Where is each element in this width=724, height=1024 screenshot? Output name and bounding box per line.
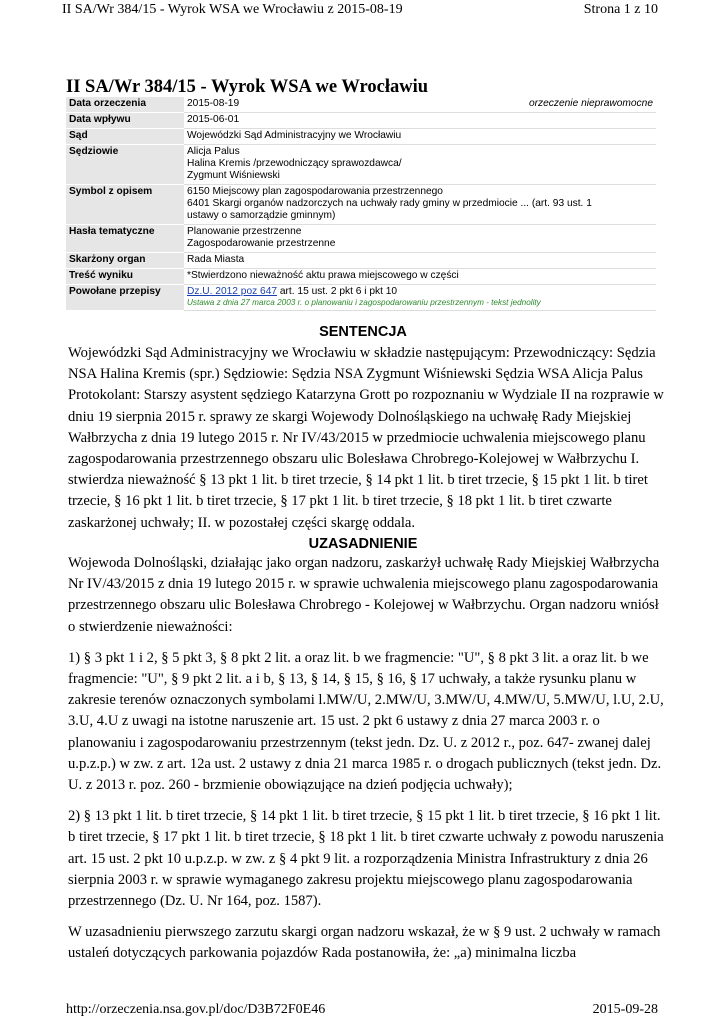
meta-label: Skarżony organ	[66, 253, 184, 269]
meta-label: Treść wyniku	[66, 269, 184, 285]
meta-label: Data wpływu	[66, 113, 184, 129]
meta-value	[184, 285, 656, 311]
provision-articles: art. 15 ust. 2 pkt 6 i pkt 10	[277, 286, 398, 297]
keyword: Zagospodarowanie przestrzenne	[187, 238, 336, 249]
meta-value: Wojewódzki Sąd Administracyjny we Wrocławiu	[184, 129, 656, 145]
uzasadnienie-paragraph-2: 1) § 3 pkt 1 i 2, § 5 pkt 3, § 8 pkt 2 lit. a oraz lit. b we fragmencie: "U", § 8 pkt 3 lit. a oraz lit. b we fragmencie: "U", § 9 pkt 2 lit. a i b, § 13, § 14, § 15, § 16, § 17 uchwały, a także rysunku planu w zakresie terenów oznaczonych symbolami l.MW/U, 2.MW/U, 3.MW/U, 4.MW/U, 5.MW/U, l.U, 2.U, 3.U, 4.U z uwagi na istotne naruszenie art. 15 ust. 2 pkt 6 ustawy z dnia 27 marca 2003 r. o planowaniu i zagospodarowaniu przestrzennym (tekst jedn. Dz. U. z 2012 r., poz. 647- zwanej dalej u.p.z.p.) w zw. z art. 12a ust. 2 ustawy z dnia 21 marca 1985 r. o drogach publicznych (tekst jedn. Dz. U. z 2013 r. poz. 260 - brzmienie obowiązujące na dzień podjęcia uchwały);	[68, 649, 664, 794]
meta-value	[184, 185, 656, 225]
meta-label: Sąd	[66, 129, 184, 145]
judgment-status: orzeczenie nieprawomocne	[528, 98, 653, 109]
footer-url: http://orzeczenia.nsa.gov.pl/doc/D3B72F0E46	[66, 1002, 326, 1017]
meta-value	[184, 225, 656, 253]
meta-row-provisions	[66, 285, 656, 311]
meta-value	[184, 145, 656, 185]
meta-label: Symbol z opisem	[66, 185, 184, 225]
metadata-table	[66, 97, 656, 311]
meta-value	[184, 97, 656, 113]
keyword: Planowanie przestrzenne	[187, 226, 302, 237]
meta-value: 2015-06-01	[184, 113, 656, 129]
judgment-date: 2015-08-19	[187, 98, 240, 109]
meta-row-result	[66, 269, 656, 285]
meta-row-keywords	[66, 225, 656, 253]
document-title: II SA/Wr 384/15 - Wyrok WSA we Wrocławiu	[66, 77, 429, 97]
sentencja-heading: SENTENCJA	[319, 324, 407, 340]
provision-note: Ustawa z dnia 27 marca 2003 r. o planowaniu i zagospodarowaniu przestrzennym - tekst jednolity	[187, 298, 541, 307]
meta-row-symbol	[66, 185, 656, 225]
uzasadnienie-heading: UZASADNIENIE	[308, 536, 418, 552]
footer-date: 2015-09-28	[592, 1002, 658, 1017]
judge-name: Alicja Palus	[187, 146, 240, 157]
meta-row-court	[66, 129, 656, 145]
meta-row-date	[66, 97, 656, 113]
judge-name: Zygmunt Wiśniewski	[187, 170, 280, 181]
uzasadnienie-paragraph-3: 2) § 13 pkt 1 lit. b tiret trzecie, § 14 pkt 1 lit. b tiret trzecie, § 15 pkt 1 lit. b tiret trzecie, § 16 pkt 1 lit. b tiret trzecie, § 17 pkt 1 lit. b tiret trzecie, § 18 pkt 1 lit. b tiret czwarte uchwały z powodu naruszenia art. 15 ust. 2 pkt 10 u.p.z.p. w zw. z § 4 pkt 9 lit. a rozporządzenia Ministra Infrastruktury z dnia 26 sierpnia 2003 r. w sprawie wymaganego zakresu projektu miejscowego planu zagospodarowania przestrzennego (Dz. U. Nr 164, poz. 1587).	[68, 808, 664, 910]
uzasadnienie-paragraph-4: W uzasadnieniu pierwszego zarzutu skargi organ nadzoru wskazał, że w § 9 ust. 2 uchwały w ramach ustaleń dotyczących parkowania pojazdów Rada postanowiła, że: „a) minimalna liczba	[68, 924, 661, 962]
meta-row-defendant	[66, 253, 656, 269]
page-number: Strona 1 z 10	[583, 2, 658, 17]
symbol-line: 6150 Miejscowy plan zagospodarowania przestrzennego	[187, 186, 443, 197]
judge-name: Halina Kremis /przewodniczący sprawozdawca/	[187, 158, 402, 169]
meta-row-received	[66, 113, 656, 129]
sentencja-section	[68, 343, 668, 544]
meta-value: Rada Miasta	[184, 253, 656, 269]
meta-value: *Stwierdzono nieważność aktu prawa miejscowego w części	[184, 269, 656, 285]
symbol-line: ustawy o samorządzie gminnym)	[187, 210, 336, 221]
provision-link[interactable]: Dz.U. 2012 poz 647	[187, 286, 278, 297]
running-header-title: II SA/Wr 384/15 - Wyrok WSA we Wrocławiu z 2015-08-19	[62, 2, 403, 17]
symbol-line: 6401 Skargi organów nadzorczych na uchwały rady gminy w przedmiocie ... (art. 93 ust. 1	[187, 198, 592, 209]
uzasadnienie-paragraph-1: Wojewoda Dolnośląski, działając jako organ nadzoru, zaskarżył uchwałę Rady Miejskiej Wałbrzycha Nr IV/43/2015 z dnia 19 lutego 2015 r. w sprawie uchwalenia miejscowego planu zagospodarowania przestrzennego obszaru ulic Bolesława Chrobrego - Kolejowej w Wałbrzychu. Organ nadzoru wniósł o stwierdzenie nieważności:	[68, 555, 660, 635]
meta-label: Data orzeczenia	[66, 97, 184, 113]
sentencja-paragraph: Wojewódzki Sąd Administracyjny we Wrocławiu w składzie następującym: Przewodniczący: Sędzia NSA Halina Kremis (spr.) Sędziowie: Sędzia NSA Zygmunt Wiśniewski Sędzia WSA Alicja Palus Protokolant: Starszy asystent sędziego Katarzyna Grott po rozpoznaniu w Wydziale II na rozprawie w dniu 19 sierpnia 2015 r. sprawy ze skargi Wojewody Dolnośląskiego na uchwałę Rady Miejskiej Wałbrzycha z dnia 19 lutego 2015 r. Nr IV/43/2015 w przedmiocie uchwalenia miejscowego planu zagospodarowania przestrzennego obszaru ulic Bolesława Chrobrego-Kolejowej w Wałbrzychu I. stwierdza nieważność § 13 pkt 1 lit. b tiret trzecie, § 14 pkt 1 lit. b tiret trzecie, § 15 pkt 1 lit. b tiret trzecie, § 16 pkt 1 lit. b tiret trzecie, § 17 pkt 1 lit. b tiret trzecie, § 18 pkt 1 lit. b tiret czwarte zaskarżonej uchwały; II. w pozostałej części skargę oddala.	[68, 345, 664, 531]
meta-row-judges	[66, 145, 656, 185]
uzasadnienie-section	[68, 553, 668, 975]
meta-label: Powołane przepisy	[66, 285, 184, 311]
meta-label: Sędziowie	[66, 145, 184, 185]
meta-label: Hasła tematyczne	[66, 225, 184, 253]
